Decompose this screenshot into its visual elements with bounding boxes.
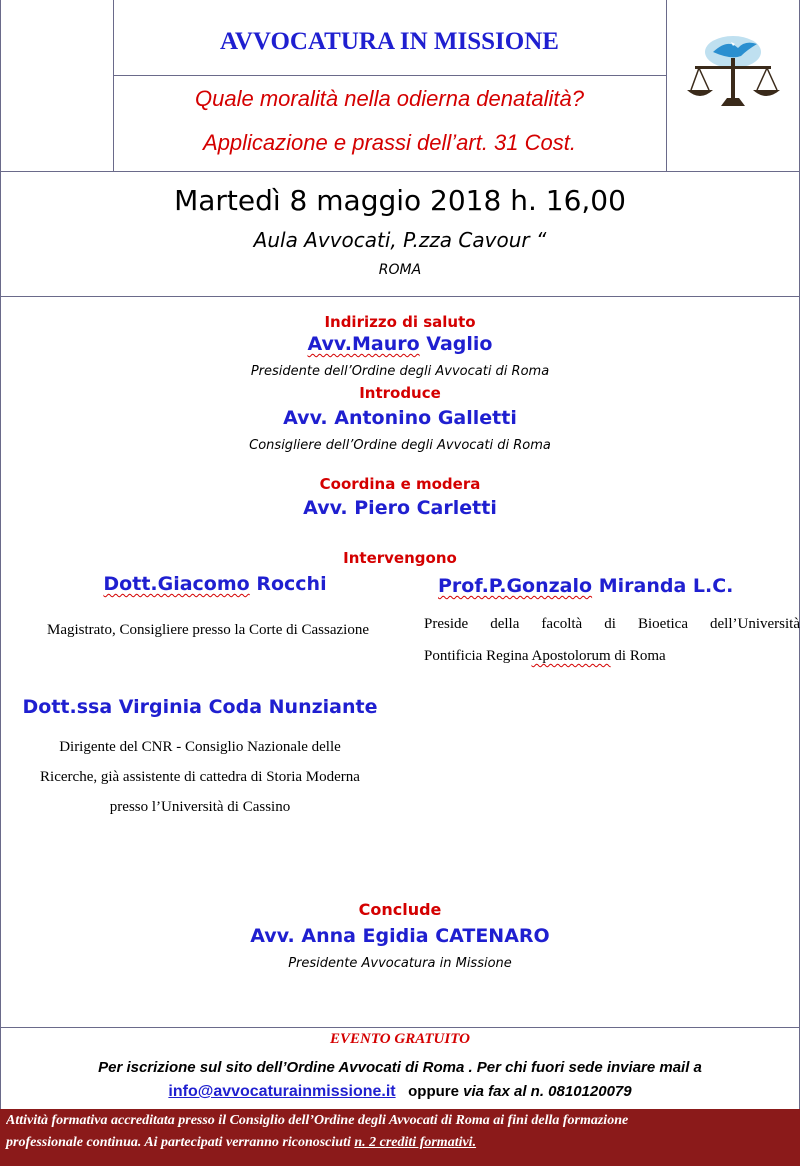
footer-line2-a: professionale continua. Ai partecipati verranno riconosciuti <box>6 1135 355 1150</box>
speaker1-role: Magistrato, Consigliere presso la Corte di Cassazione <box>46 622 370 638</box>
speaker3-role-line2: Ricerche, già assistente di cattedra di Storia Moderna <box>40 769 360 785</box>
event-city: ROMA <box>378 262 422 278</box>
free-event-label: EVENTO GRATUITO <box>330 1031 470 1047</box>
date-section-divider <box>0 296 800 297</box>
greeting-name-last: Vaglio <box>426 333 493 355</box>
scales-of-justice-dove-icon <box>683 30 783 112</box>
event-date: Martedì 8 maggio 2018 h. 16,00 <box>174 184 626 217</box>
registration-oppure: oppure <box>408 1083 459 1100</box>
speaker2-name-last: Miranda L.C. <box>598 575 734 597</box>
speaker3-name: Dott.ssa Virginia Coda Nunziante <box>22 696 378 718</box>
page-left-border <box>0 0 1 1166</box>
registration-contact <box>0 1083 800 1101</box>
greeting-role: Presidente dell’Ordine degli Avvocati di Roma <box>250 364 550 379</box>
speaker2-role-line1: Preside della facoltà di Bioetica dell’Università <box>424 616 800 632</box>
registration-fax: via fax al n. 0810120079 <box>463 1083 632 1100</box>
logo <box>683 30 783 112</box>
speaker2-role-line2 <box>424 648 800 665</box>
greeting-name <box>0 333 800 355</box>
moderator-label: Coordina e modera <box>319 475 481 493</box>
header-title-divider <box>113 75 666 76</box>
greeting-name-first: Avv.Mauro <box>307 333 420 355</box>
speaker2-role-line2-b: Apostolorum <box>531 648 611 664</box>
intro-name: Avv. Antonino Galletti <box>283 407 517 429</box>
page-title: AVVOCATURA IN MISSIONE <box>220 28 559 55</box>
registration-divider <box>0 1027 800 1028</box>
conclusion-role: Presidente Avvocatura in Missione <box>288 956 512 971</box>
intro-label: Introduce <box>359 384 441 402</box>
speaker2-name <box>438 575 798 597</box>
greeting-label: Indirizzo di saluto <box>324 313 476 331</box>
speaker2-role-line2-c: di Roma <box>610 648 666 664</box>
speaker1-name-last: Rocchi <box>256 573 327 595</box>
speaker2-role-line2-a: Pontificia Regina <box>424 648 532 664</box>
subtitle-line2: Applicazione e prassi dell’art. 31 Cost. <box>203 130 576 155</box>
conclusion-label: Conclude <box>358 900 442 919</box>
moderator-name: Avv. Piero Carletti <box>303 497 497 519</box>
speaker3-role-line3: presso l’Università di Cassino <box>109 799 291 815</box>
header-bottom-border <box>0 171 800 172</box>
subtitle-line1: Quale moralità nella odierna denatalità? <box>195 86 584 111</box>
speaker1-name-first: Dott.Giacomo <box>103 573 250 595</box>
registration-text: Per iscrizione sul sito dell’Ordine Avvocati di Roma . Per chi fuori sede inviare mail a <box>98 1059 702 1076</box>
registration-email-link[interactable]: info@avvocaturainmissione.it <box>168 1083 396 1100</box>
speakers-label: Intervengono <box>343 549 457 567</box>
event-venue: Aula Avvocati, P.zza Cavour “ <box>253 228 547 252</box>
footer-line2-b: n. 2 crediti formativi. <box>354 1135 477 1150</box>
footer-line2 <box>6 1135 796 1151</box>
speaker1-name <box>10 573 420 595</box>
header-right-border <box>666 0 667 171</box>
speaker3-role-line1: Dirigente del CNR - Consiglio Nazionale delle <box>59 739 341 755</box>
speaker2-name-first: Prof.P.Gonzalo <box>438 575 593 597</box>
conclusion-name: Avv. Anna Egidia CATENARO <box>250 925 550 947</box>
intro-role: Consigliere dell’Ordine degli Avvocati di Roma <box>249 438 551 453</box>
footer-line1: Attività formativa accreditata presso il Consiglio dell’Ordine degli Avvocati di Roma ai fini della formazione <box>6 1113 629 1128</box>
